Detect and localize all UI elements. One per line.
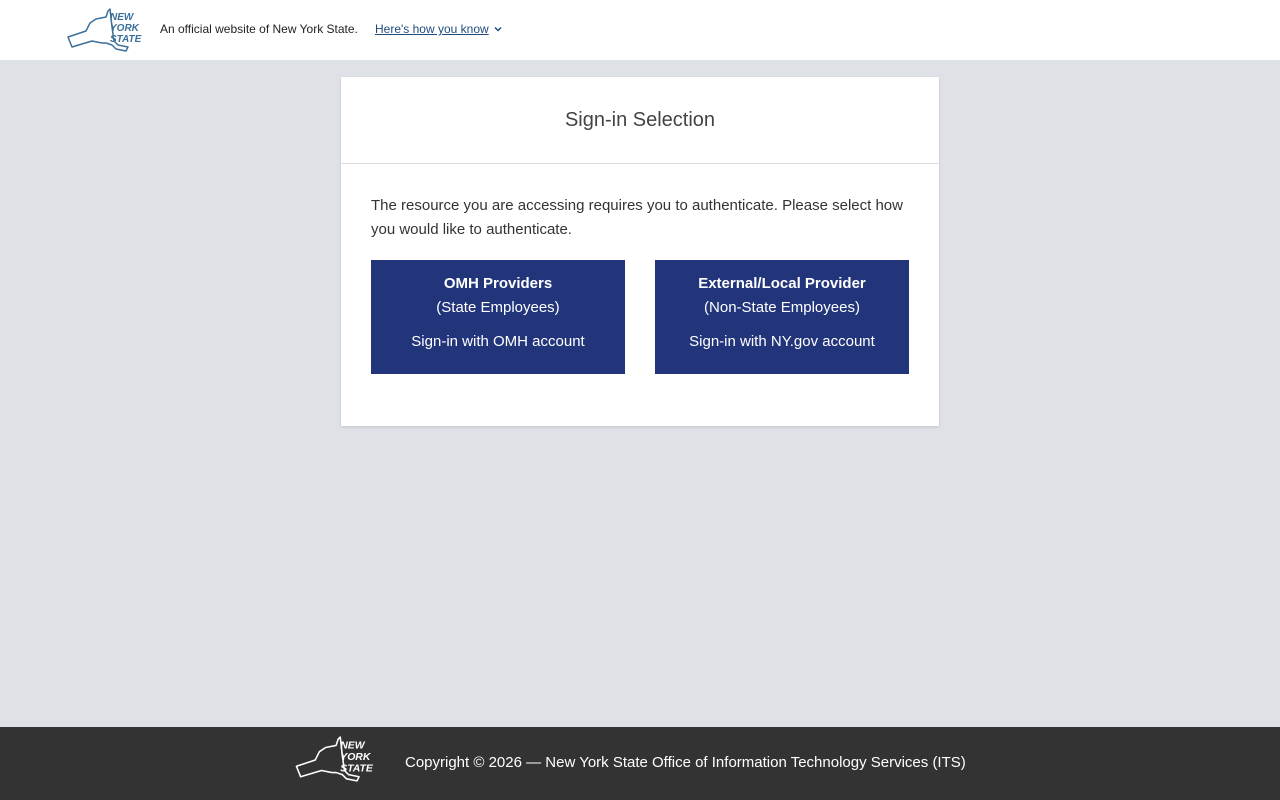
sign-in-selection-card (341, 77, 939, 426)
nys-logo-icon[interactable] (66, 7, 142, 53)
sign-in-options (371, 260, 909, 374)
official-banner (0, 0, 1280, 60)
option-title: External/Local Provider (698, 275, 866, 292)
svg-text:STATE: STATE (340, 763, 373, 775)
heres-how-you-know-label: Here's how you know (375, 22, 489, 36)
svg-text:YORK: YORK (110, 23, 139, 34)
copyright-text: Copyright © 2026 — New York State Office of Information Technology Services (ITS) (405, 754, 966, 771)
omh-providers-button[interactable] (371, 260, 625, 374)
page-title: Sign-in Selection (564, 108, 716, 131)
auth-instructions: The resource you are accessing requires you to authenticate. Please select how you would like to authenticate. (371, 197, 903, 238)
option-action: Sign-in with OMH account (411, 333, 585, 350)
page-footer (0, 727, 1280, 800)
svg-text:NEW: NEW (110, 12, 134, 23)
option-action: Sign-in with NY.gov account (689, 333, 875, 350)
heres-how-you-know-link[interactable] (375, 22, 503, 36)
official-website-text: An official website of New York State. (160, 22, 358, 36)
nys-logo-icon[interactable] (294, 735, 374, 783)
chevron-down-icon (493, 24, 503, 34)
card-header (341, 77, 939, 164)
option-title: OMH Providers (443, 275, 553, 292)
svg-text:NEW: NEW (340, 740, 365, 752)
external-local-provider-button[interactable] (655, 260, 909, 374)
option-subtitle: (Non-State Employees) (704, 299, 860, 316)
card-body (341, 164, 939, 374)
svg-text:STATE: STATE (110, 34, 142, 45)
option-subtitle: (State Employees) (436, 299, 560, 316)
svg-text:YORK: YORK (340, 752, 371, 764)
